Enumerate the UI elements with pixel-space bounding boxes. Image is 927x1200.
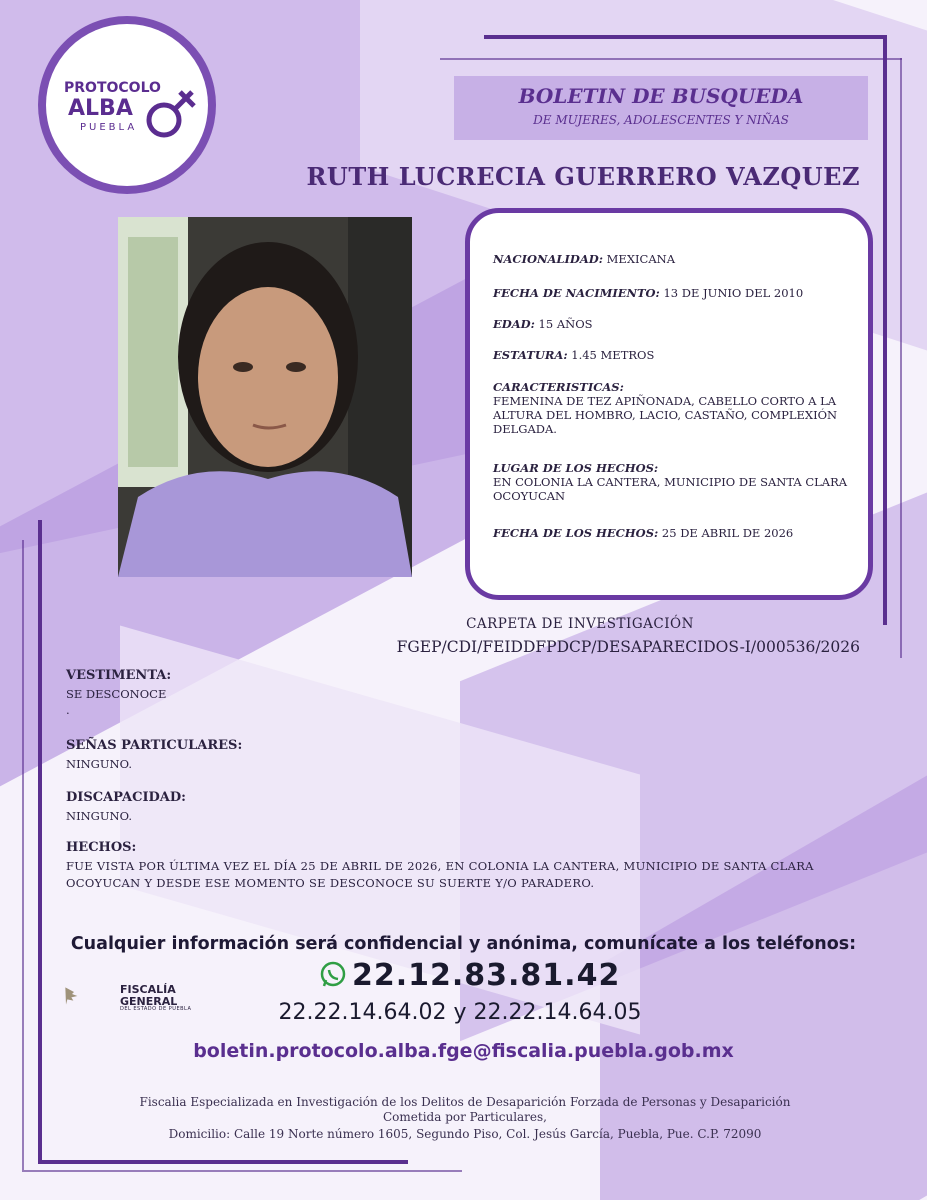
value-nacionalidad: MEXICANA xyxy=(606,252,676,266)
footer-line2: Cometida por Particulares, xyxy=(383,1110,547,1124)
contact-line: Cualquier información será confidencial y anónima, comunícate a los teléfonos: xyxy=(70,934,857,954)
label-fecha-hechos: FECHA DE LOS HECHOS: xyxy=(493,526,659,540)
hechos-label: HECHOS: xyxy=(66,840,137,855)
vestimenta-value: SE DESCONOCE xyxy=(66,687,167,701)
label-lugar: LUGAR DE LOS HECHOS: xyxy=(493,461,659,475)
field-lugar xyxy=(493,461,853,503)
field-nacionalidad xyxy=(493,252,853,266)
logo-line3: PUEBLA xyxy=(80,122,138,133)
label-caracteristicas: CARACTERISTICAS: xyxy=(493,380,624,394)
hechos-value: FUE VISTA POR ÚLTIMA VEZ EL DÍA 25 DE ABRIL DE 2026, EN COLONIA LA CANTERA, MUNICIPIO DE SANTA CLARA OCOYUCAN Y DESDE ESE MOMENTO SE DESCONOCE SU SUERTE Y/O PARADERO. xyxy=(66,859,814,890)
frame-line-left xyxy=(38,520,42,1160)
label-estatura: ESTATURA: xyxy=(493,348,568,362)
venus-symbol-icon xyxy=(140,86,200,146)
value-caracteristicas: FEMENINA DE TEZ APIÑONADA, CABELLO CORTO A LA ALTURA DEL HOMBRO, LACIO, CASTAÑO, COMPLEXIÓN DELGADA. xyxy=(493,394,838,436)
fge-line3: DEL ESTADO DE PUEBLA xyxy=(120,1006,192,1012)
senas-value: NINGUNO. xyxy=(66,757,133,771)
senas-label: SEÑAS PARTICULARES: xyxy=(66,738,243,753)
photo-image xyxy=(118,217,412,577)
vestimenta-label: VESTIMENTA: xyxy=(66,668,172,683)
label-nacionalidad: NACIONALIDAD: xyxy=(493,252,603,266)
frame-line-top xyxy=(484,35,886,39)
value-fecha-hechos: 25 DE ABRIL DE 2026 xyxy=(661,526,794,540)
vestimenta-extra: . xyxy=(66,703,70,717)
field-nacimiento xyxy=(493,286,853,300)
field-fecha-hechos xyxy=(493,526,853,540)
logo-line2: ALBA xyxy=(68,96,133,121)
fge-name xyxy=(120,984,177,1008)
field-estatura xyxy=(493,348,853,362)
footer-line3: Domicilio: Calle 19 Norte número 1605, Segundo Piso, Col. Jesús García, Puebla, Pue. C.P. 72090 xyxy=(168,1127,762,1141)
email-link[interactable]: boletin.protocolo.alba.fge@fiscalia.puebla.gob.mx xyxy=(193,1040,734,1062)
frame-line-top2 xyxy=(440,58,902,60)
carpeta-label: CARPETA DE INVESTIGACIÓN xyxy=(466,616,694,632)
frame-line-right xyxy=(883,35,887,625)
frame-line-bottom2 xyxy=(22,1170,462,1172)
person-photo xyxy=(118,217,412,577)
fge-line1: FISCALÍA xyxy=(120,983,176,996)
field-caracteristicas xyxy=(493,380,853,436)
value-estatura: 1.45 METROS xyxy=(571,348,655,362)
footer-line1: Fiscalia Especializada en Investigación de los Delitos de Desaparición Forzada de Personas y Desaparición xyxy=(139,1095,791,1109)
value-edad: 15 AÑOS xyxy=(538,317,593,331)
discapacidad-label: DISCAPACIDAD: xyxy=(66,790,186,805)
fge-line2: GENERAL xyxy=(120,995,178,1008)
phone-main[interactable]: 22.12.83.81.42 xyxy=(352,958,621,993)
logo-line1: PROTOCOLO xyxy=(64,80,161,96)
value-nacimiento: 13 DE JUNIO DEL 2010 xyxy=(663,286,804,300)
frame-line-bottom xyxy=(38,1160,408,1164)
whatsapp-icon xyxy=(318,960,348,990)
value-lugar: EN COLONIA LA CANTERA, MUNICIPIO DE SANTA CLARA OCOYUCAN xyxy=(493,475,848,503)
label-edad: EDAD: xyxy=(493,317,535,331)
fiscalia-eagle-icon xyxy=(64,966,114,1026)
discapacidad-value: NINGUNO. xyxy=(66,809,133,823)
bulletin-title: BOLETIN DE BUSQUEDA xyxy=(518,84,804,108)
label-nacimiento: FECHA DE NACIMIENTO: xyxy=(493,286,660,300)
bulletin-subtitle: DE MUJERES, ADOLESCENTES Y NIÑAS xyxy=(533,113,789,127)
field-edad xyxy=(493,317,853,331)
frame-line-left2 xyxy=(22,540,24,1170)
person-name: RUTH LUCRECIA GUERRERO VAZQUEZ xyxy=(306,162,860,191)
phone-alt[interactable]: 22.22.14.64.02 y 22.22.14.64.05 xyxy=(278,1000,642,1025)
carpeta-value: FGEP/CDI/FEIDDFPDCP/DESAPARECIDOS-I/000536/2026 xyxy=(396,638,860,656)
frame-line-right2 xyxy=(900,58,902,658)
